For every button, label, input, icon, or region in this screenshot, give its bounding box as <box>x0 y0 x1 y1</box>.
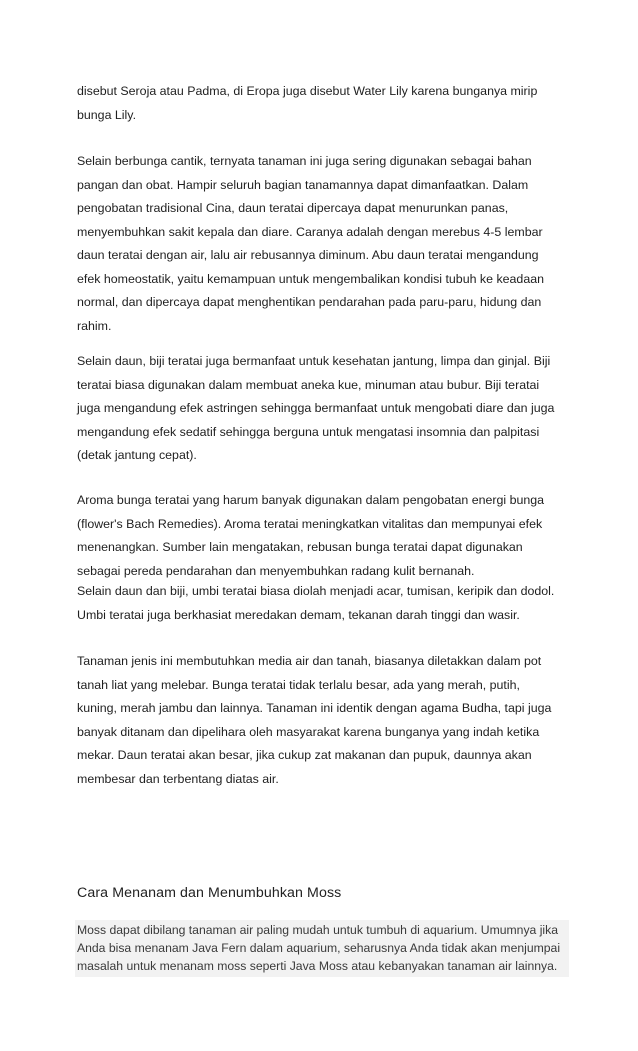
paragraph-aroma: Aroma bunga teratai yang harum banyak digunakan dalam pengobatan energi bunga (flower's Bach Remedies). Aroma teratai meningkatkan vitalitas dan mempunyai efek menenangkan. Sumber lain mengatakan, rebusan bunga teratai dapat digunakan sebagai pereda pendarahan dan menyembuhkan radang kulit bernanah. <box>77 493 545 578</box>
highlighted-intro-box <box>75 920 569 977</box>
paragraph-cultivation: Tanaman jenis ini membutuhkan media air dan tanah, biasanya diletakkan dalam pot tanah liat yang melebar. Bunga teratai tidak terlalu besar, ada yang merah, putih, kuning, merah jambu dan lainnya. Tanaman ini identik dengan agama Budha, tapi juga banyak ditanam dan dipelihara oleh masyarakat karena bunganya yang indah ketika mekar. Daun teratai akan besar, jika cukup zat makanan dan pupuk, daunnya akan membesar dan terbentang diatas air. <box>77 654 552 786</box>
section-intro: Moss dapat dibilang tanaman air paling mudah untuk tumbuh di aquarium. Umumnya jika Anda bisa menanam Java Fern dalam aquarium, seharusnya Anda tidak akan menjumpai masalah untuk menanam moss seperti Java Moss atau kebanyakan tanaman air lainnya. <box>77 923 561 973</box>
section-title: Cara Menanam dan Menumbuhkan Moss <box>77 885 342 901</box>
paragraph-water-lily: disebut Seroja atau Padma, di Eropa juga disebut Water Lily karena bunganya mirip bunga Lily. <box>77 84 538 122</box>
paragraph-food-medicine: Selain berbunga cantik, ternyata tanaman ini juga sering digunakan sebagai bahan pangan dan obat. Hampir seluruh bagian tanamannya dapat dimanfaatkan. Dalam pengobatan tradisional Cina, daun teratai dipercaya dapat menurunkan panas, menyembuhkan sakit kepala dan diare. Caranya adalah dengan merebus 4-5 lembar daun teratai dengan air, lalu air rebusannya diminum. Abu daun teratai mengandung efek homeostatik, yaitu kemampuan untuk mengembalikan kondisi tubuh ke keadaan normal, dan dipercaya dapat menghentikan pendarahan pada paru-paru, hidung dan rahim. <box>77 154 544 333</box>
paragraph-tuber: Selain daun dan biji, umbi teratai biasa diolah menjadi acar, tumisan, keripik dan dodol. Umbi teratai juga berkhasiat meredakan demam, tekanan darah tinggi dan wasir. <box>77 584 555 622</box>
paragraph-seeds: Selain daun, biji teratai juga bermanfaat untuk kesehatan jantung, limpa dan ginjal. Biji teratai biasa digunakan dalam membuat aneka kue, minuman atau bubur. Biji teratai juga mengandung efek astringen sehingga bermanfaat untuk mengobati diare dan juga mengandung efek sedatif sehingga berguna untuk mengatasi insomnia dan palpitasi (detak jantung cepat). <box>77 354 555 462</box>
